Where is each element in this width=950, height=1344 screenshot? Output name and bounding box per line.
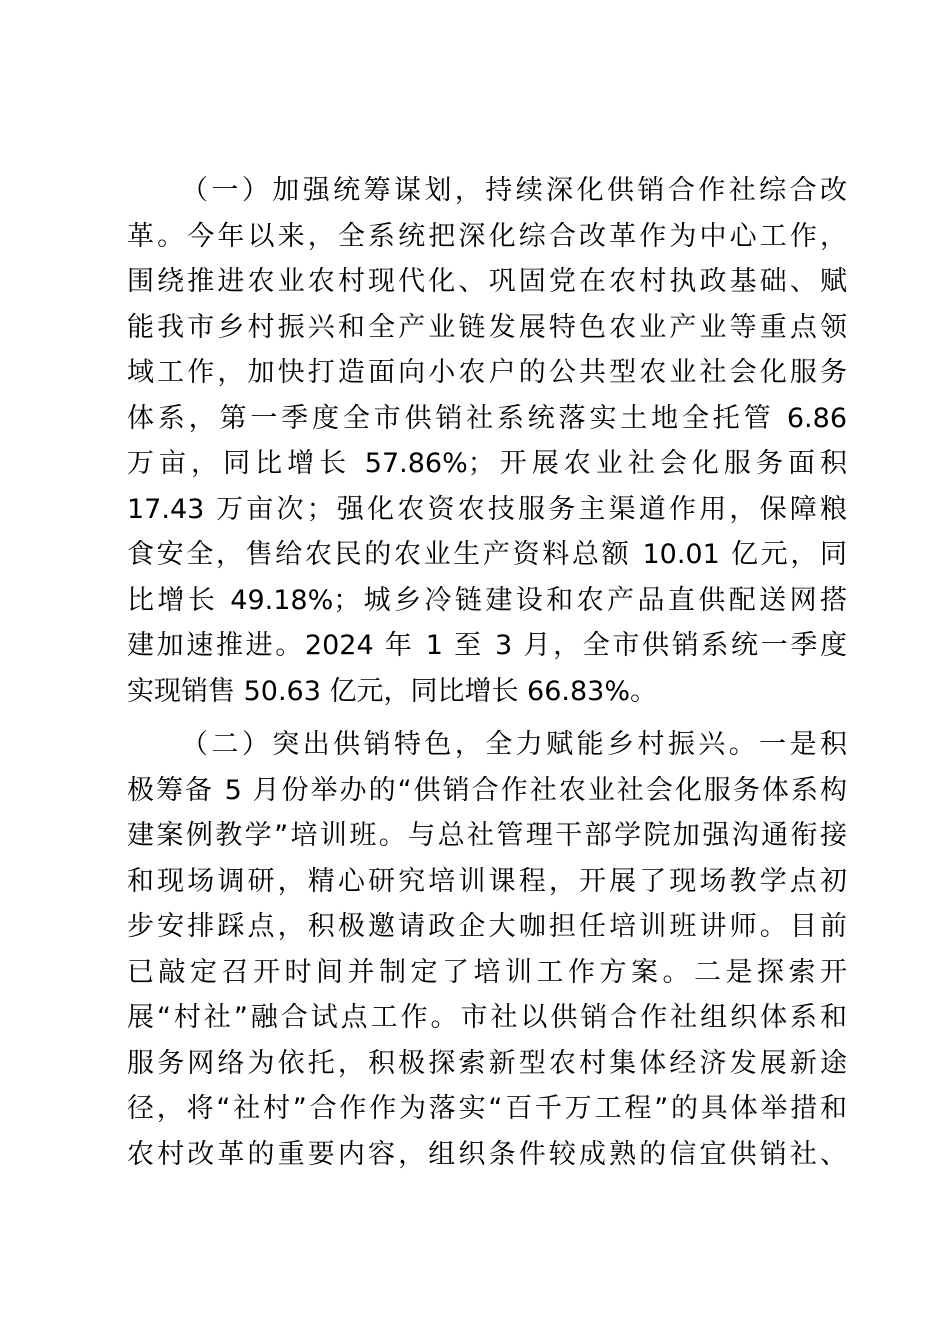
paragraph-line: 建加速推进。2024 年 1 至 3 月，全市供销系统一季度 [127,630,847,661]
paragraph-line: 比增长 49.18%；城乡冷链建设和农产品直供配送网搭 [127,584,847,616]
paragraph-line: 已敲定召开时间并制定了培训工作方案。二是探索开 [127,956,847,988]
paragraph-line: 建案例教学”培训班。与总社管理干部学院加强沟通衔接 [127,820,847,851]
paragraph-line: 农村改革的重要内容，组织条件较成熟的信宜供销社、 [127,1138,847,1170]
paragraph-line: 展“村社”融合试点工作。市社以供销合作社组织体系和 [127,1002,847,1033]
paragraph-line: 径，将“社村”合作作为落实“百千万工程”的具体举措和 [127,1093,847,1124]
paragraph-line: 革。今年以来，全系统把深化综合改革作为中心工作， [127,220,847,252]
paragraph-line: 极筹备 5 月份举办的“供销合作社农业社会化服务体系构 [127,774,847,806]
paragraph-line: （一）加强统筹谋划，持续深化供销合作社综合改 [181,175,847,206]
paragraph-line: 体系，第一季度全市供销社系统落实土地全托管 6.86 [127,402,847,434]
paragraph-line: 围绕推进农业农村现代化、巩固党在农村执政基础、赋 [127,266,847,297]
paragraph-line: （二）突出供销特色，全力赋能乡村振兴。一是积 [181,729,847,760]
paragraph-line: 服务网络为依托，积极探索新型农村集体经济发展新途 [127,1047,847,1079]
paragraph-line: 能我市乡村振兴和全产业链发展特色农业产业等重点领 [127,311,847,343]
paragraph-line: 实现销售 50.63 亿元，同比增长 66.83%。 [127,675,657,707]
paragraph-line: 步安排踩点，积极邀请政企大咖担任培训班讲师。目前 [127,911,847,942]
paragraph-line: 17.43 万亩次；强化农资农技服务主渠道作用，保障粮 [127,493,847,525]
paragraph-line: 和现场调研，精心研究培训课程，开展了现场教学点初 [127,865,847,897]
paragraph-1 [127,168,847,714]
paragraph-line: 食安全，售给农民的农业生产资料总额 10.01 亿元，同 [127,539,847,570]
paragraph-2 [127,722,847,1177]
paragraph-line: 万亩，同比增长 57.86%；开展农业社会化服务面积 [127,448,847,479]
paragraph-line: 域工作，加快打造面向小农户的公共型农业社会化服务 [127,357,847,388]
